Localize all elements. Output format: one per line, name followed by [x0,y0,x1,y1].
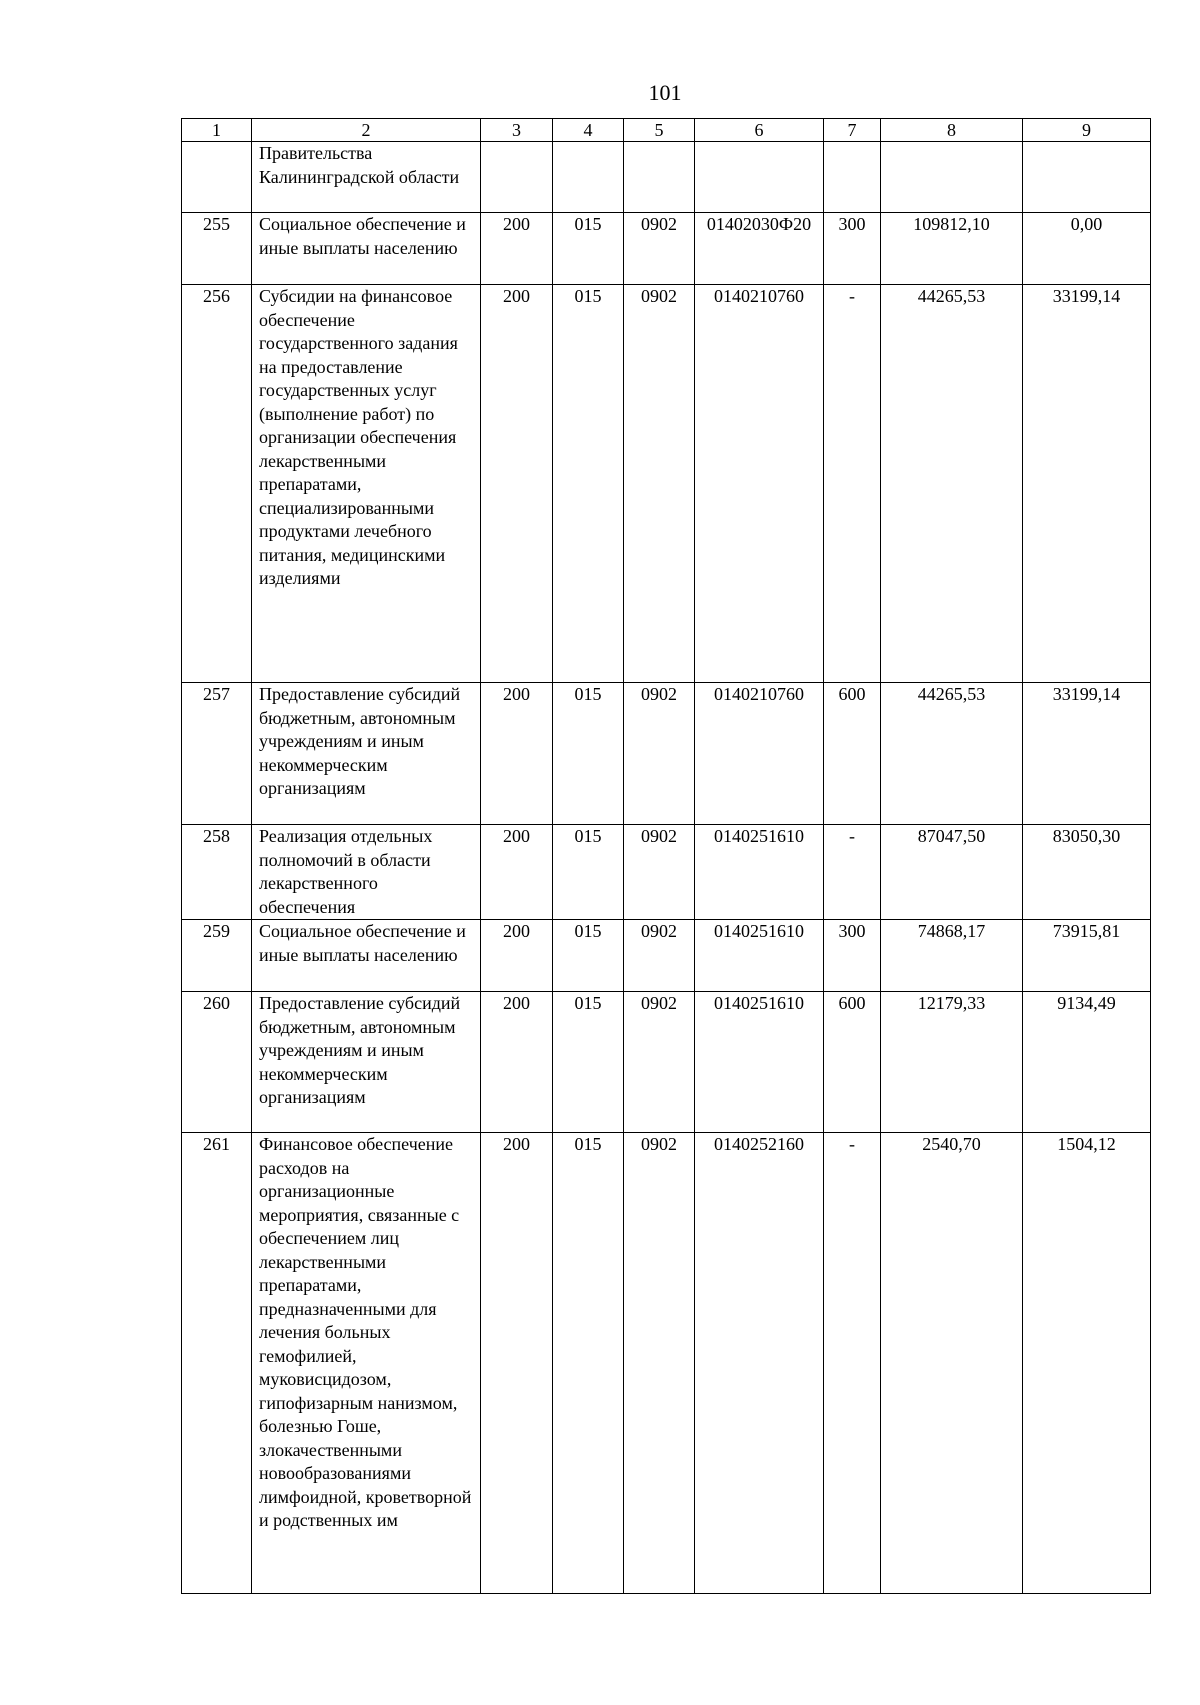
col7-value: 300 [824,213,881,285]
col4-value: 015 [553,920,624,992]
col7-value: - [824,825,881,920]
row-name: Социальное обеспечение и иные выплаты населению [252,213,481,285]
col5-value: 0902 [624,920,695,992]
col8-value: 44265,53 [881,683,1023,825]
column-header: 7 [824,119,881,142]
column-header: 6 [695,119,824,142]
row-number: 260 [182,992,252,1133]
col8-value [881,142,1023,213]
col4-value [553,142,624,213]
col8-value: 109812,10 [881,213,1023,285]
table-row [182,992,1151,1133]
col3-value: 200 [481,213,553,285]
col5-value: 0902 [624,825,695,920]
col9-value: 1504,12 [1023,1133,1151,1594]
col4-value: 015 [553,1133,624,1594]
col3-value: 200 [481,285,553,683]
row-name: Финансовое обеспечение расходов на организационные мероприятия, связанные с обеспечением лиц лекарственными препаратами, предназначенными для лечения больных гемофилией, муковисцидозом, гипофизарным нанизмом, болезнью Гоше, злокачественными новообразованиями лимфоидной, кроветворной и родственных им [252,1133,481,1594]
row-name: Реализация отдельных полномочий в области лекарственного обеспечения [252,825,481,920]
col3-value: 200 [481,1133,553,1594]
table-row [182,825,1151,920]
row-number: 256 [182,285,252,683]
row-number [182,142,252,213]
col4-value: 015 [553,992,624,1133]
col3-value [481,142,553,213]
col6-value: 0140210760 [695,683,824,825]
column-header: 9 [1023,119,1151,142]
col5-value: 0902 [624,1133,695,1594]
column-header: 5 [624,119,695,142]
col3-value: 200 [481,683,553,825]
row-name: Предоставление субсидий бюджетным, автономным учреждениям и иным некоммерческим организациям [252,683,481,825]
page-number: 101 [648,80,682,105]
col6-value: 0140251610 [695,825,824,920]
col7-value: 600 [824,683,881,825]
col9-value: 73915,81 [1023,920,1151,992]
col7-value: 600 [824,992,881,1133]
col8-value: 87047,50 [881,825,1023,920]
col7-value: - [824,285,881,683]
col9-value: 83050,30 [1023,825,1151,920]
row-number: 255 [182,213,252,285]
col3-value: 200 [481,920,553,992]
col9-value: 33199,14 [1023,285,1151,683]
col6-value: 0140210760 [695,285,824,683]
col4-value: 015 [553,683,624,825]
table-row [182,920,1151,992]
col5-value [624,142,695,213]
col5-value: 0902 [624,683,695,825]
col7-value [824,142,881,213]
row-number: 259 [182,920,252,992]
col8-value: 2540,70 [881,1133,1023,1594]
table-row [182,142,1151,213]
column-header: 2 [252,119,481,142]
table-row [182,1133,1151,1594]
col8-value: 44265,53 [881,285,1023,683]
col8-value: 12179,33 [881,992,1023,1133]
col9-value [1023,142,1151,213]
col9-value: 33199,14 [1023,683,1151,825]
column-header: 1 [182,119,252,142]
row-name: Субсидии на финансовое обеспечение государственного задания на предоставление государственных услуг (выполнение работ) по организации обеспечения лекарственными препаратами, специализированными продуктами лечебного питания, медицинскими изделиями [252,285,481,683]
col6-value: 0140251610 [695,920,824,992]
col5-value: 0902 [624,213,695,285]
row-name: Правительства Калининградской области [252,142,481,213]
col6-value: 01402030Ф20 [695,213,824,285]
col9-value: 0,00 [1023,213,1151,285]
row-name: Предоставление субсидий бюджетным, автономным учреждениям и иным некоммерческим организациям [252,992,481,1133]
col4-value: 015 [553,825,624,920]
row-number: 258 [182,825,252,920]
header-row [182,119,1151,142]
table-row [182,683,1151,825]
row-name: Социальное обеспечение и иные выплаты населению [252,920,481,992]
col7-value: 300 [824,920,881,992]
col4-value: 015 [553,213,624,285]
col5-value: 0902 [624,992,695,1133]
col3-value: 200 [481,992,553,1133]
column-header: 3 [481,119,553,142]
col4-value: 015 [553,285,624,683]
col5-value: 0902 [624,285,695,683]
col6-value [695,142,824,213]
col8-value: 74868,17 [881,920,1023,992]
col9-value: 9134,49 [1023,992,1151,1133]
col6-value: 0140252160 [695,1133,824,1594]
table-row [182,285,1151,683]
table-row [182,213,1151,285]
col3-value: 200 [481,825,553,920]
col7-value: - [824,1133,881,1594]
row-number: 261 [182,1133,252,1594]
budget-table [181,118,1151,1594]
column-header: 4 [553,119,624,142]
row-number: 257 [182,683,252,825]
column-header: 8 [881,119,1023,142]
col6-value: 0140251610 [695,992,824,1133]
